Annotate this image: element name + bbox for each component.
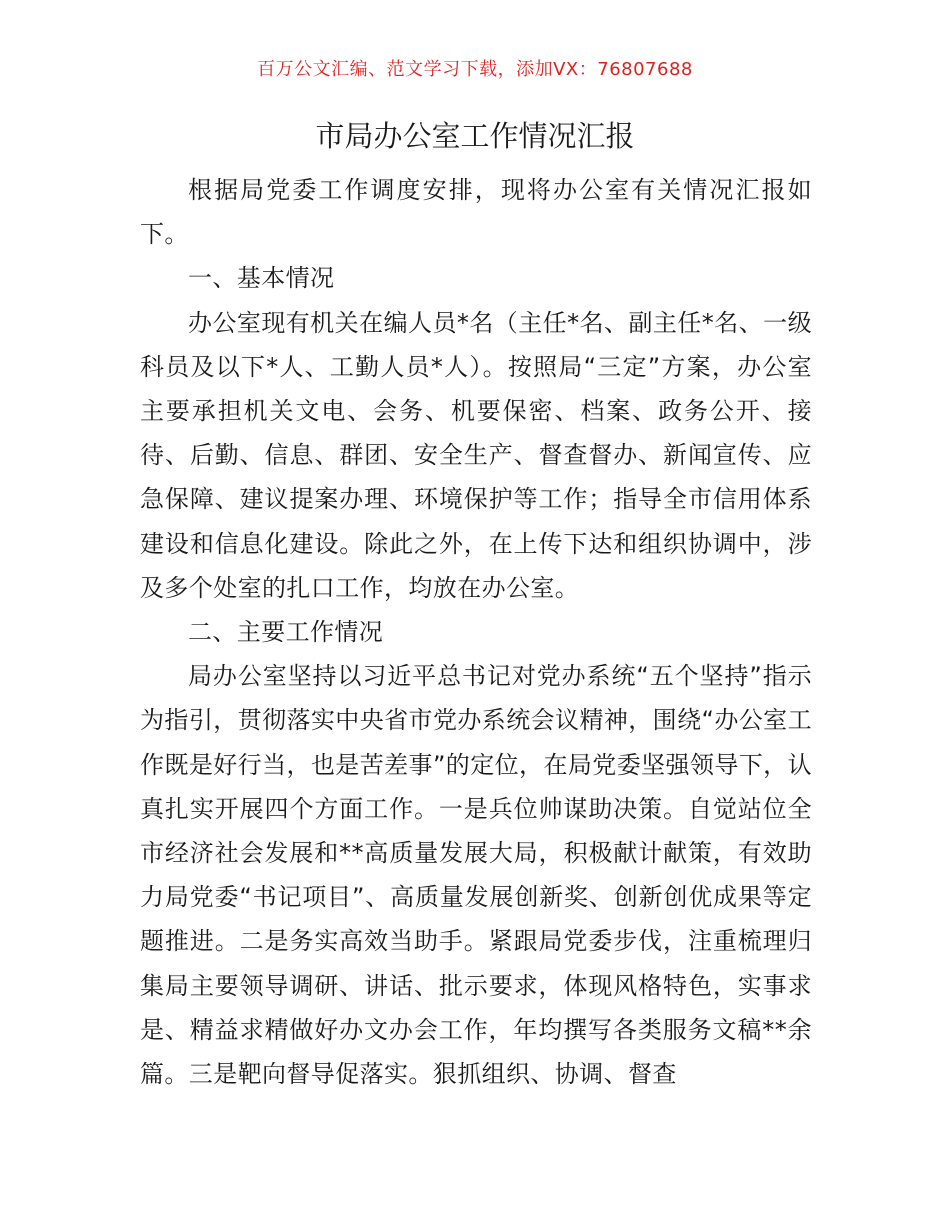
document-title: 市局办公室工作情况汇报 bbox=[315, 119, 635, 153]
section-1-paragraph: 办公室现有机关在编人员*名（主任*名、副主任*名、一级科员及以下*人、工勤人员*人）。按照局“三定”方案，办公室主要承担机关文电、会务、机要保密、档案、政务公开、接待、后勤、信息、群团、安全生产、督查督办、新闻宣传、应急保障、建议提案办理、环境保护等工作；指导全市信用体系建设和信息化建设。除此之外，在上传下达和组织协调中，涉及多个处室的扎口工作，均放在办公室。 bbox=[140, 308, 812, 602]
section-2-heading: 二、主要工作情况 bbox=[188, 618, 384, 647]
section-2-paragraph: 局办公室坚持以习近平总书记对党办系统“五个坚持”指示为指引，贯彻落实中央省市党办系统会议精神，围绕“办公室工作既是好行当，也是苦差事”的定位，在局党委坚强领导下，认真扎实开展四个方面工作。一是兵位帅谋助决策。自觉站位全市经济社会发展和**高质量发展大局，积极献计献策，有效助力局党委“书记项目”、高质量发展创新奖、创新创优成果等定题推进。二是务实高效当助手。紧跟局党委步伐，注重梳理归集局主要领导调研、讲话、批示要求，体现风格特色，实事求是、精益求精做好办文办会工作，年均撰写各类服务文稿**余篇。三是靶向督导促落实。狠抓组织、协调、督查 bbox=[140, 662, 812, 1089]
document-body bbox=[140, 168, 812, 1096]
intro-paragraph: 根据局党委工作调度安排，现将办公室有关情况汇报如下。 bbox=[140, 176, 812, 249]
watermark-banner: 百万公文汇编、范文学习下载，添加VX：76807688 bbox=[257, 59, 693, 80]
section-1-heading: 一、基本情况 bbox=[188, 264, 335, 293]
